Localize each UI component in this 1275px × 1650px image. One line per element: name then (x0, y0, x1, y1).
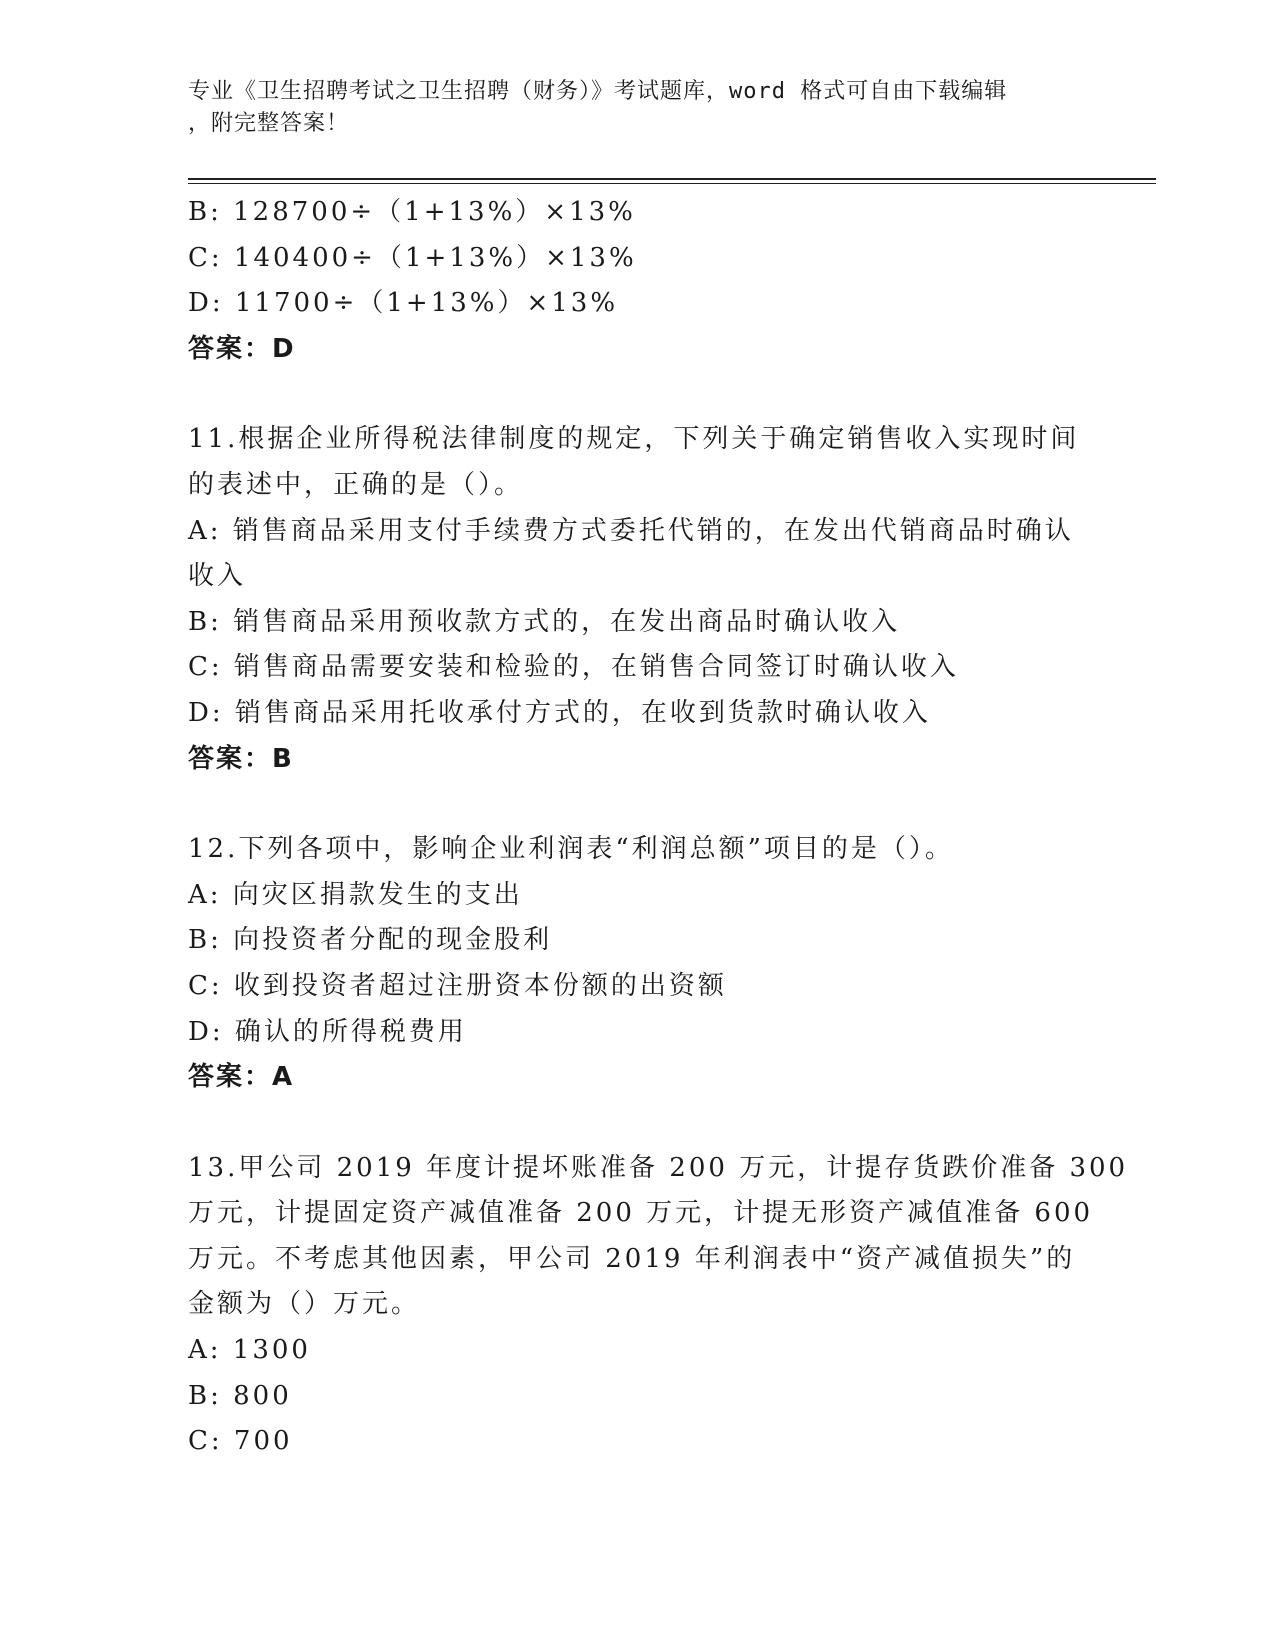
option-b: B: 800 (188, 1380, 292, 1411)
question-13 (188, 1146, 1129, 1465)
header-rule-thin (188, 183, 1156, 184)
question-stem-line: 13.甲公司 2019 年度计提坏账准备 200 万元，计提存货跌价准备 300 (188, 1152, 1129, 1183)
question-stem-line: 11.根据企业所得税法律制度的规定，下列关于确定销售收入实现时间 (188, 424, 1080, 455)
option-a-continued: 收入 (188, 561, 247, 592)
question-list (188, 190, 1129, 1465)
answer-label: 答案：B (188, 743, 294, 774)
question-11 (188, 417, 1088, 782)
question-10-continued (188, 190, 1088, 372)
document-header (188, 76, 1088, 140)
option-c: C: 700 (188, 1426, 293, 1457)
question-12 (188, 827, 1088, 1101)
spacer (188, 372, 1088, 417)
option-c: C: 收到投资者超过注册资本份额的出资额 (188, 970, 727, 1001)
spacer (188, 782, 1088, 827)
header-rule-thick (188, 178, 1156, 180)
option-c: C: 140400÷（1+13%）×13% (188, 242, 637, 273)
answer-label: 答案：A (188, 1062, 295, 1093)
option-a: A: 1300 (188, 1335, 311, 1366)
option-a: A: 向灾区捐款发生的支出 (188, 879, 523, 910)
question-stem-line: 的表述中，正确的是（）。 (188, 469, 524, 500)
spacer (188, 1101, 1088, 1146)
option-b: B: 128700÷（1+13%）×13% (188, 197, 636, 227)
header-line-1: 专业《卫生招聘考试之卫生招聘（财务）》考试题库，word 格式可自由下载编辑 (188, 79, 1008, 104)
option-b: B: 向投资者分配的现金股利 (188, 925, 553, 956)
option-b: B: 销售商品采用预收款方式的，在发出商品时确认收入 (188, 606, 901, 637)
question-stem-line: 万元。不考虑其他因素，甲公司 2019 年利润表中“资产减值损失”的 (188, 1243, 1076, 1274)
option-d: D: 销售商品采用托收承付方式的，在收到货款时确认收入 (188, 697, 931, 728)
option-d: D: 确认的所得税费用 (188, 1016, 467, 1047)
option-d: D: 11700÷（1+13%）×13% (188, 288, 619, 319)
question-stem-line: 万元，计提固定资产减值准备 200 万元，计提无形资产减值准备 600 (188, 1198, 1094, 1229)
option-a: A: 销售商品采用支付手续费方式委托代销的，在发出代销商品时确认 (188, 515, 1074, 546)
option-c: C: 销售商品需要安装和检验的，在销售合同签订时确认收入 (188, 652, 959, 683)
question-stem-line: 12.下列各项中，影响企业利润表“利润总额”项目的是（）。 (188, 834, 954, 865)
header-line-2: ，附完整答案！ (188, 111, 350, 136)
answer-label: 答案：D (188, 333, 296, 364)
question-stem-line: 金额为（）万元。 (188, 1289, 421, 1320)
